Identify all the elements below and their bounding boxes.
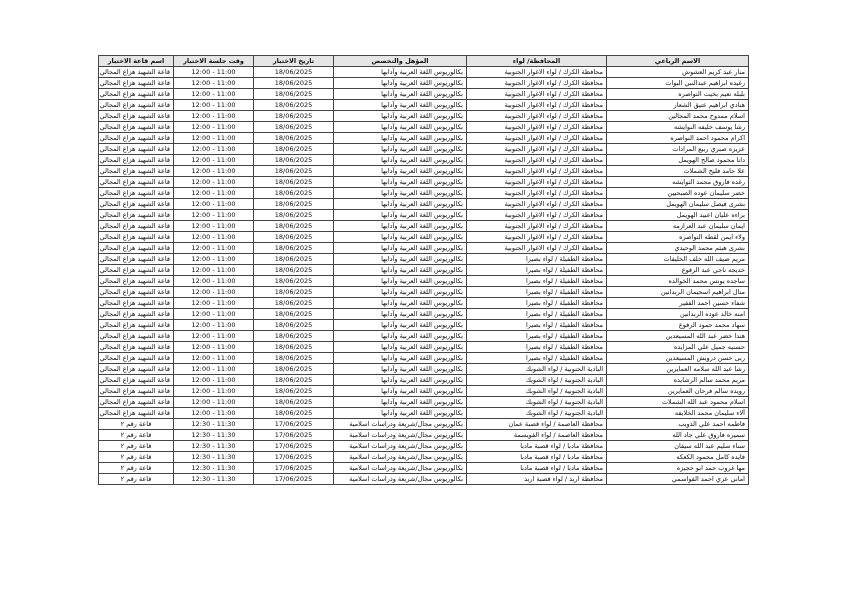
- cell-qualification: بكالوريوس مجال/شريعة ودراسات اسلامية: [334, 474, 467, 485]
- cell-qualification: بكالوريوس مجال/شريعة ودراسات اسلامية: [334, 419, 467, 430]
- cell-qualification: بكالوريوس اللغة العربية وآدابها: [334, 177, 467, 188]
- cell-exam-date: 18/06/2025: [254, 144, 334, 155]
- cell-qualification: بكالوريوس اللغة العربية وآدابها: [334, 166, 467, 177]
- cell-exam-date: 18/06/2025: [254, 386, 334, 397]
- cell-exam-date: 18/06/2025: [254, 100, 334, 111]
- cell-qualification: بكالوريوس اللغة العربية وآدابها: [334, 122, 467, 133]
- cell-governorate: البادية الجنوبية / لواء الشوبك: [467, 375, 607, 386]
- table-row: [99, 177, 749, 188]
- cell-qualification: بكالوريوس اللغة العربية وآدابها: [334, 320, 467, 331]
- cell-exam-hall: قاعة الشهيد هزاع المجالي: [99, 320, 174, 331]
- cell-qualification: بكالوريوس اللغة العربية وآدابها: [334, 111, 467, 122]
- cell-qualification: بكالوريوس مجال/شريعة ودراسات اسلامية: [334, 430, 467, 441]
- header-exam-date: تاريخ الاختبار: [254, 56, 334, 67]
- cell-governorate: محافظة الكرك / لواء الاغوار الجنوبية: [467, 232, 607, 243]
- cell-full-name: هندا خضر عبد الله المسيعدين: [607, 331, 749, 342]
- cell-exam-hall: قاعة الشهيد هزاع المجالي: [99, 342, 174, 353]
- cell-qualification: بكالوريوس اللغة العربية وآدابها: [334, 144, 467, 155]
- cell-exam-date: 18/06/2025: [254, 243, 334, 254]
- table-row: [99, 408, 749, 419]
- cell-full-name: فاطمه احمد علي الذويب: [607, 419, 749, 430]
- cell-exam-hall: قاعة الشهيد هزاع المجالي: [99, 276, 174, 287]
- cell-exam-time: 11:30 - 12:30: [174, 441, 254, 452]
- cell-governorate: محافظة الطفيلة / لواء بصيرا: [467, 287, 607, 298]
- cell-full-name: اكرام محمود احمد النواصره: [607, 133, 749, 144]
- table-row: [99, 199, 749, 210]
- cell-exam-hall: قاعة الشهيد هزاع المجالي: [99, 89, 174, 100]
- cell-exam-hall: قاعة الشهيد هزاع المجالي: [99, 364, 174, 375]
- cell-qualification: بكالوريوس اللغة العربية وآدابها: [334, 155, 467, 166]
- table-row: [99, 452, 749, 463]
- table-row: [99, 265, 749, 276]
- cell-exam-time: 11:30 - 12:30: [174, 463, 254, 474]
- table-row: [99, 441, 749, 452]
- cell-exam-date: 18/06/2025: [254, 210, 334, 221]
- cell-full-name: اسلام محمود عبد الله الشملات: [607, 397, 749, 408]
- cell-full-name: ساجده يونس محمد الخوالده: [607, 276, 749, 287]
- cell-full-name: رغده فاروق محمد النوايشه: [607, 177, 749, 188]
- cell-exam-hall: قاعة الشهيد هزاع المجالي: [99, 166, 174, 177]
- cell-full-name: فايده كامل محمود الكعكه: [607, 452, 749, 463]
- cell-governorate: محافظة مادبا / لواء قصبة مادبا: [467, 452, 607, 463]
- cell-governorate: محافظة الكرك / لواء الاغوار الجنوبية: [467, 188, 607, 199]
- cell-exam-time: 11:30 - 12:30: [174, 452, 254, 463]
- cell-qualification: بكالوريوس اللغة العربية وآدابها: [334, 298, 467, 309]
- cell-exam-time: 11:00 - 12:00: [174, 89, 254, 100]
- table-row: [99, 331, 749, 342]
- table-row: [99, 78, 749, 89]
- cell-governorate: محافظة الطفيلة / لواء بصيرا: [467, 309, 607, 320]
- cell-exam-hall: قاعة الشهيد هزاع المجالي: [99, 265, 174, 276]
- cell-exam-time: 11:00 - 12:00: [174, 254, 254, 265]
- cell-exam-date: 17/06/2025: [254, 463, 334, 474]
- cell-exam-time: 11:00 - 12:00: [174, 397, 254, 408]
- cell-full-name: مها غروب حمد ابو حجيزه: [607, 463, 749, 474]
- cell-exam-date: 18/06/2025: [254, 177, 334, 188]
- table-row: [99, 419, 749, 430]
- cell-full-name: ربى حسن درويش المسيعدين: [607, 353, 749, 364]
- cell-exam-hall: قاعة الشهيد هزاع المجالي: [99, 287, 174, 298]
- cell-exam-date: 18/06/2025: [254, 342, 334, 353]
- cell-full-name: مريم ضيف الله خلف الخليفات: [607, 254, 749, 265]
- table-row: [99, 111, 749, 122]
- table-row: [99, 386, 749, 397]
- cell-governorate: محافظة الكرك / لواء الاغوار الجنوبية: [467, 243, 607, 254]
- cell-exam-hall: قاعة الشهيد هزاع المجالي: [99, 133, 174, 144]
- header-qualification: المؤهل والتخصص: [334, 56, 467, 67]
- cell-exam-time: 11:30 - 12:30: [174, 430, 254, 441]
- cell-exam-date: 17/06/2025: [254, 430, 334, 441]
- cell-governorate: محافظة الكرك / لواء الاغوار الجنوبية: [467, 100, 607, 111]
- table-row: [99, 243, 749, 254]
- cell-governorate: محافظة الكرك / لواء الاغوار الجنوبية: [467, 78, 607, 89]
- cell-qualification: بكالوريوس اللغة العربية وآدابها: [334, 188, 467, 199]
- cell-exam-hall: قاعة الشهيد هزاع المجالي: [99, 254, 174, 265]
- cell-exam-hall: قاعة الشهيد هزاع المجالي: [99, 111, 174, 122]
- cell-qualification: بكالوريوس اللغة العربية وآدابها: [334, 287, 467, 298]
- cell-full-name: خديجه ناجي عبد الرفوع: [607, 265, 749, 276]
- cell-exam-hall: قاعة الشهيد هزاع المجالي: [99, 100, 174, 111]
- cell-exam-time: 11:00 - 12:00: [174, 133, 254, 144]
- cell-governorate: محافظة الكرك / لواء الاغوار الجنوبية: [467, 221, 607, 232]
- cell-full-name: آلاء سليمان محمد الخلايفه: [607, 408, 749, 419]
- table-row: [99, 430, 749, 441]
- cell-exam-hall: قاعة الشهيد هزاع المجالي: [99, 221, 174, 232]
- cell-qualification: بكالوريوس اللغة العربية وآدابها: [334, 232, 467, 243]
- cell-full-name: ولاء ايمن لقطه النواصره: [607, 232, 749, 243]
- cell-exam-date: 18/06/2025: [254, 375, 334, 386]
- cell-governorate: محافظة الطفيلة / لواء بصيرا: [467, 342, 607, 353]
- cell-full-name: خضر سليمان عوده الصبحيين: [607, 188, 749, 199]
- cell-exam-hall: قاعة الشهيد هزاع المجالي: [99, 309, 174, 320]
- cell-qualification: بكالوريوس اللغة العربية وآدابها: [334, 309, 467, 320]
- table-row: [99, 353, 749, 364]
- cell-exam-hall: قاعة رقم ٢: [99, 463, 174, 474]
- cell-exam-time: 11:30 - 12:30: [174, 474, 254, 485]
- cell-exam-date: 18/06/2025: [254, 122, 334, 133]
- cell-exam-hall: قاعة رقم ٢: [99, 474, 174, 485]
- cell-exam-date: 18/06/2025: [254, 397, 334, 408]
- cell-qualification: بكالوريوس اللغة العربية وآدابها: [334, 375, 467, 386]
- cell-qualification: بكالوريوس اللغة العربية وآدابها: [334, 243, 467, 254]
- table-row: [99, 287, 749, 298]
- cell-full-name: رويده سالم فرحان العمايرين: [607, 386, 749, 397]
- cell-exam-date: 17/06/2025: [254, 474, 334, 485]
- cell-full-name: هنادي ابراهيم عتيق الشعار: [607, 100, 749, 111]
- cell-qualification: بكالوريوس مجال/شريعة ودراسات اسلامية: [334, 452, 467, 463]
- cell-governorate: محافظة الكرك / لواء الاغوار الجنوبية: [467, 122, 607, 133]
- table-row: [99, 342, 749, 353]
- cell-exam-time: 11:00 - 12:00: [174, 111, 254, 122]
- cell-governorate: محافظة الطفيلة / لواء بصيرا: [467, 353, 607, 364]
- cell-qualification: بكالوريوس اللغة العربية وآدابها: [334, 386, 467, 397]
- table-row: [99, 375, 749, 386]
- cell-exam-time: 11:00 - 12:00: [174, 232, 254, 243]
- cell-exam-hall: قاعة الشهيد هزاع المجالي: [99, 408, 174, 419]
- cell-full-name: مريم محمد سالم الرشايده: [607, 375, 749, 386]
- cell-exam-time: 11:00 - 12:00: [174, 243, 254, 254]
- cell-qualification: بكالوريوس اللغة العربية وآدابها: [334, 397, 467, 408]
- cell-qualification: بكالوريوس مجال/شريعة ودراسات اسلامية: [334, 441, 467, 452]
- cell-qualification: بكالوريوس اللغة العربية وآدابها: [334, 210, 467, 221]
- cell-exam-date: 18/06/2025: [254, 320, 334, 331]
- cell-full-name: منال ابراهيم اسحيمان الربدانين: [607, 287, 749, 298]
- cell-exam-date: 18/06/2025: [254, 232, 334, 243]
- cell-exam-hall: قاعة الشهيد هزاع المجالي: [99, 232, 174, 243]
- cell-exam-date: 18/06/2025: [254, 353, 334, 364]
- cell-exam-date: 18/06/2025: [254, 265, 334, 276]
- cell-full-name: سهاد محمد حمود الرفوع: [607, 320, 749, 331]
- cell-qualification: بكالوريوس اللغة العربية وآدابها: [334, 408, 467, 419]
- cell-full-name: شفاء حسين احمد الفقير: [607, 298, 749, 309]
- table-row: [99, 122, 749, 133]
- cell-exam-date: 17/06/2025: [254, 452, 334, 463]
- cell-full-name: دانا محمود صالح الهويمل: [607, 155, 749, 166]
- cell-governorate: محافظة الكرك / لواء الاغوار الجنوبية: [467, 111, 607, 122]
- cell-exam-time: 11:00 - 12:00: [174, 276, 254, 287]
- cell-governorate: محافظة الطفيلة / لواء بصيرا: [467, 331, 607, 342]
- cell-full-name: حسنيه جميل علي المزايده: [607, 342, 749, 353]
- cell-exam-date: 18/06/2025: [254, 155, 334, 166]
- cell-full-name: بشرى فيصل سليمان الهويمل: [607, 199, 749, 210]
- cell-exam-date: 18/06/2025: [254, 287, 334, 298]
- cell-exam-time: 11:00 - 12:00: [174, 210, 254, 221]
- cell-exam-hall: قاعة الشهيد هزاع المجالي: [99, 243, 174, 254]
- cell-exam-date: 18/06/2025: [254, 364, 334, 375]
- cell-full-name: علا حامد فليح الشملات: [607, 166, 749, 177]
- table-row: [99, 276, 749, 287]
- cell-qualification: بكالوريوس اللغة العربية وآدابها: [334, 89, 467, 100]
- cell-exam-time: 11:00 - 12:00: [174, 331, 254, 342]
- cell-exam-time: 11:00 - 12:00: [174, 298, 254, 309]
- cell-exam-time: 11:30 - 12:30: [174, 419, 254, 430]
- cell-governorate: محافظة الطفيلة / لواء بصيرا: [467, 265, 607, 276]
- cell-governorate: محافظة الطفيلة / لواء بصيرا: [467, 254, 607, 265]
- cell-exam-hall: قاعة الشهيد هزاع المجالي: [99, 375, 174, 386]
- cell-exam-time: 11:00 - 12:00: [174, 353, 254, 364]
- cell-governorate: محافظة مادبا / لواء قصبة مادبا: [467, 441, 607, 452]
- table-row: [99, 232, 749, 243]
- table-row: [99, 144, 749, 155]
- cell-exam-hall: قاعة الشهيد هزاع المجالي: [99, 67, 174, 78]
- cell-exam-hall: قاعة الشهيد هزاع المجالي: [99, 177, 174, 188]
- table-row: [99, 254, 749, 265]
- header-full-name: الاسم الرباعي: [607, 56, 749, 67]
- table-row: [99, 309, 749, 320]
- cell-exam-hall: قاعة الشهيد هزاع المجالي: [99, 210, 174, 221]
- cell-exam-hall: قاعة الشهيد هزاع المجالي: [99, 144, 174, 155]
- cell-qualification: بكالوريوس اللغة العربية وآدابها: [334, 100, 467, 111]
- cell-exam-date: 18/06/2025: [254, 89, 334, 100]
- cell-exam-hall: قاعة الشهيد هزاع المجالي: [99, 122, 174, 133]
- table-row: [99, 133, 749, 144]
- cell-exam-date: 18/06/2025: [254, 199, 334, 210]
- cell-exam-time: 11:00 - 12:00: [174, 265, 254, 276]
- cell-exam-time: 11:00 - 12:00: [174, 342, 254, 353]
- cell-qualification: بكالوريوس اللغة العربية وآدابها: [334, 254, 467, 265]
- cell-governorate: البادية الجنوبية / لواء الشوبك: [467, 386, 607, 397]
- table-row: [99, 188, 749, 199]
- cell-governorate: محافظة الكرك / لواء الاغوار الجنوبية: [467, 210, 607, 221]
- cell-exam-date: 18/06/2025: [254, 133, 334, 144]
- cell-governorate: محافظة الكرك / لواء الاغوار الجنوبية: [467, 133, 607, 144]
- cell-exam-time: 11:00 - 12:00: [174, 408, 254, 419]
- cell-governorate: محافظة الكرك / لواء الاغوار الجنوبية: [467, 155, 607, 166]
- cell-exam-time: 11:00 - 12:00: [174, 177, 254, 188]
- cell-exam-hall: قاعة الشهيد هزاع المجالي: [99, 199, 174, 210]
- cell-exam-time: 11:00 - 12:00: [174, 122, 254, 133]
- cell-full-name: منار عبد كريم العشوش: [607, 67, 749, 78]
- cell-exam-date: 18/06/2025: [254, 309, 334, 320]
- table-row: [99, 364, 749, 375]
- cell-exam-time: 11:00 - 12:00: [174, 166, 254, 177]
- cell-full-name: براءه عليان اعبيد الهويمل: [607, 210, 749, 221]
- cell-governorate: محافظة مادبا / لواء قصبة مادبا: [467, 463, 607, 474]
- cell-full-name: رشا عبد الله سلامه العمايرين: [607, 364, 749, 375]
- cell-qualification: بكالوريوس اللغة العربية وآدابها: [334, 353, 467, 364]
- cell-governorate: محافظة الطفيلة / لواء بصيرا: [467, 276, 607, 287]
- cell-qualification: بكالوريوس مجال/شريعة ودراسات اسلامية: [334, 463, 467, 474]
- table-row: [99, 298, 749, 309]
- header-governorate: المحافظة/ لواء: [467, 56, 607, 67]
- table-row: [99, 210, 749, 221]
- cell-exam-hall: قاعة الشهيد هزاع المجالي: [99, 78, 174, 89]
- cell-exam-date: 18/06/2025: [254, 166, 334, 177]
- table-row: [99, 474, 749, 485]
- cell-governorate: محافظة الكرك / لواء الاغوار الجنوبية: [467, 166, 607, 177]
- exam-schedule-table: [98, 55, 749, 485]
- cell-exam-hall: قاعة الشهيد هزاع المجالي: [99, 353, 174, 364]
- cell-full-name: رغيده ابراهيم عبدالنبي البوات: [607, 78, 749, 89]
- cell-exam-time: 11:00 - 12:00: [174, 309, 254, 320]
- table-row: [99, 166, 749, 177]
- table-header-row: [99, 56, 749, 67]
- cell-exam-date: 18/06/2025: [254, 331, 334, 342]
- cell-exam-date: 18/06/2025: [254, 408, 334, 419]
- cell-exam-hall: قاعة الشهيد هزاع المجالي: [99, 386, 174, 397]
- cell-governorate: محافظة العاصمة / لواء قصبة عمان: [467, 419, 607, 430]
- cell-qualification: بكالوريوس اللغة العربية وآدابها: [334, 67, 467, 78]
- header-exam-time: وقت جلسة الاختبار: [174, 56, 254, 67]
- cell-exam-time: 11:00 - 12:00: [174, 67, 254, 78]
- cell-qualification: بكالوريوس اللغة العربية وآدابها: [334, 342, 467, 353]
- cell-qualification: بكالوريوس اللغة العربية وآدابها: [334, 364, 467, 375]
- cell-exam-date: 18/06/2025: [254, 254, 334, 265]
- cell-qualification: بكالوريوس اللغة العربية وآدابها: [334, 265, 467, 276]
- cell-exam-hall: قاعة رقم ٢: [99, 452, 174, 463]
- header-exam-hall: اسم قاعة الاختبار: [99, 56, 174, 67]
- cell-exam-time: 11:00 - 12:00: [174, 144, 254, 155]
- cell-governorate: محافظة الطفيلة / لواء بصيرا: [467, 320, 607, 331]
- cell-exam-date: 18/06/2025: [254, 78, 334, 89]
- table-row: [99, 320, 749, 331]
- cell-exam-hall: قاعة الشهيد هزاع المجالي: [99, 188, 174, 199]
- cell-exam-hall: قاعة الشهيد هزاع المجالي: [99, 331, 174, 342]
- cell-governorate: البادية الجنوبية / لواء الشوبك: [467, 408, 607, 419]
- cell-governorate: محافظة الكرك / لواء الاغوار الجنوبية: [467, 89, 607, 100]
- cell-full-name: بلبله نعيم بخيت النواصره: [607, 89, 749, 100]
- table-row: [99, 100, 749, 111]
- cell-governorate: محافظة الكرك / لواء الاغوار الجنوبية: [467, 177, 607, 188]
- cell-exam-time: 11:00 - 12:00: [174, 188, 254, 199]
- cell-exam-hall: قاعة رقم ٢: [99, 430, 174, 441]
- cell-qualification: بكالوريوس اللغة العربية وآدابها: [334, 331, 467, 342]
- table-row: [99, 397, 749, 408]
- cell-governorate: محافظة الكرك / لواء الاغوار الجنوبية: [467, 67, 607, 78]
- cell-exam-hall: قاعة الشهيد هزاع المجالي: [99, 397, 174, 408]
- cell-full-name: ايمان سليمان عبد العرازمه: [607, 221, 749, 232]
- cell-governorate: البادية الجنوبية / لواء الشوبك: [467, 397, 607, 408]
- cell-exam-time: 11:00 - 12:00: [174, 375, 254, 386]
- cell-exam-date: 18/06/2025: [254, 221, 334, 232]
- cell-exam-time: 11:00 - 12:00: [174, 287, 254, 298]
- cell-exam-date: 17/06/2025: [254, 441, 334, 452]
- cell-full-name: رشا يوسف خليفه النوايشه: [607, 122, 749, 133]
- cell-exam-date: 18/06/2025: [254, 111, 334, 122]
- table-row: [99, 221, 749, 232]
- cell-full-name: سناء سليم عبد الله سيفان: [607, 441, 749, 452]
- cell-exam-date: 17/06/2025: [254, 419, 334, 430]
- cell-exam-date: 18/06/2025: [254, 298, 334, 309]
- cell-governorate: محافظة اربد / لواء قصبة اربد: [467, 474, 607, 485]
- cell-qualification: بكالوريوس اللغة العربية وآدابها: [334, 276, 467, 287]
- cell-governorate: محافظة الكرك / لواء الاغوار الجنوبية: [467, 199, 607, 210]
- cell-full-name: سميره فاروق علي جاد الله: [607, 430, 749, 441]
- cell-full-name: اسلام ممدوح محمد المجالين: [607, 111, 749, 122]
- cell-exam-time: 11:00 - 12:00: [174, 221, 254, 232]
- cell-qualification: بكالوريوس اللغة العربية وآدابها: [334, 221, 467, 232]
- cell-exam-hall: قاعة رقم ٢: [99, 419, 174, 430]
- cell-exam-time: 11:00 - 12:00: [174, 320, 254, 331]
- cell-exam-hall: قاعة رقم ٢: [99, 441, 174, 452]
- cell-qualification: بكالوريوس اللغة العربية وآدابها: [334, 133, 467, 144]
- cell-governorate: محافظة العاصمة / لواء القويسمة: [467, 430, 607, 441]
- cell-exam-date: 18/06/2025: [254, 188, 334, 199]
- cell-governorate: البادية الجنوبية / لواء الشوبك: [467, 364, 607, 375]
- cell-full-name: بشرى هيثم محمد الوحيدي: [607, 243, 749, 254]
- cell-qualification: بكالوريوس اللغة العربية وآدابها: [334, 78, 467, 89]
- cell-full-name: اماني عزي احمد القواسمي: [607, 474, 749, 485]
- cell-exam-hall: قاعة الشهيد هزاع المجالي: [99, 155, 174, 166]
- table-row: [99, 67, 749, 78]
- cell-exam-time: 11:00 - 12:00: [174, 100, 254, 111]
- cell-exam-date: 18/06/2025: [254, 67, 334, 78]
- table-row: [99, 463, 749, 474]
- table-row: [99, 89, 749, 100]
- cell-governorate: محافظة الطفيلة / لواء بصيرا: [467, 298, 607, 309]
- cell-governorate: محافظة الكرك / لواء الاغوار الجنوبية: [467, 144, 607, 155]
- cell-qualification: بكالوريوس اللغة العربية وآدابها: [334, 199, 467, 210]
- cell-exam-date: 18/06/2025: [254, 276, 334, 287]
- cell-exam-time: 11:00 - 12:00: [174, 78, 254, 89]
- cell-full-name: امنه خالد عوده الربدانين: [607, 309, 749, 320]
- cell-exam-time: 11:00 - 12:00: [174, 364, 254, 375]
- cell-exam-time: 11:00 - 12:00: [174, 386, 254, 397]
- cell-exam-time: 11:00 - 12:00: [174, 199, 254, 210]
- cell-full-name: عزيزه صبري ربيع المرادات: [607, 144, 749, 155]
- table-row: [99, 155, 749, 166]
- cell-exam-time: 11:00 - 12:00: [174, 155, 254, 166]
- cell-exam-hall: قاعة الشهيد هزاع المجالي: [99, 298, 174, 309]
